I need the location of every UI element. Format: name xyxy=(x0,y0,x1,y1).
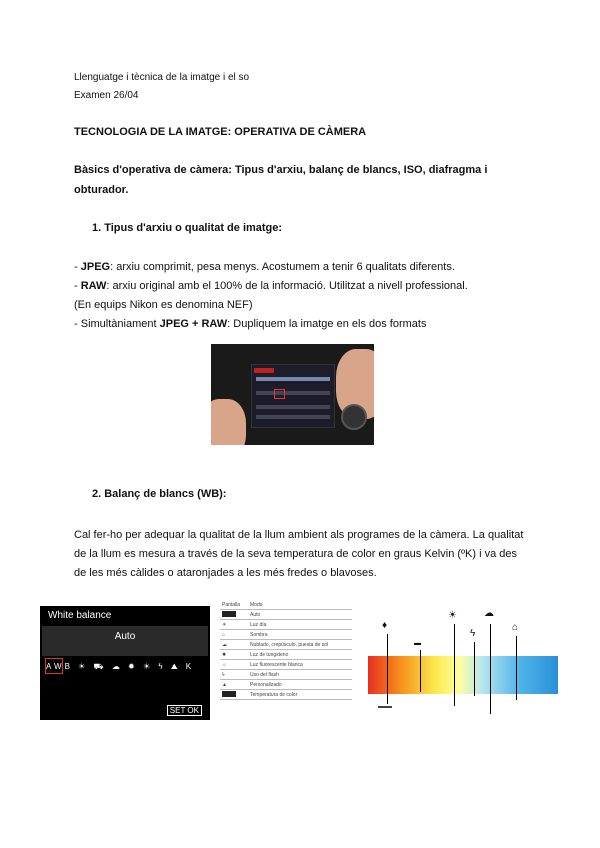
nef-note: (En equips Nikon es denomina NEF) xyxy=(74,299,253,311)
wb-mode-icons: AWB ☀ ⛟ ☁ ✹ ☀ ϟ ⛰ K xyxy=(46,662,195,671)
table-row: ☁ Nublado, crepúsculo, puesta de sol xyxy=(220,640,352,650)
fluorescent-icon: ☼ xyxy=(222,661,227,668)
camera-quality-photo xyxy=(211,344,374,445)
kelvin-icon xyxy=(222,691,236,697)
flash-icon: ϟ xyxy=(222,671,225,678)
intro-line-1: Bàsics d'operativa de càmera: Tipus d'arxiu, balanç de blancs, ISO, diafragma i xyxy=(74,164,488,176)
course-name: Llenguatge i tècnica de la imatge i el so xyxy=(74,72,250,83)
sun-icon: ☀ xyxy=(448,610,457,621)
intro-line-2: obturador. xyxy=(74,184,129,196)
wb-para-line-3: de les més càlides o ataronjades a les més fredes o blavoses. xyxy=(74,567,377,579)
table-row: ✹ Luz de tungsteno xyxy=(220,650,352,660)
flash-icon: ϟ xyxy=(470,628,476,639)
section-2-heading: 2. Balanç de blancs (WB): xyxy=(92,488,227,500)
wb-para-line-1: Cal fer-ho per adequar la qualitat de la llum ambient als programes de la càmera. La qualitat xyxy=(74,529,524,541)
sun-icon: ☀ xyxy=(222,621,227,628)
page-title: TECNOLOGIA DE LA IMATGE: OPERATIVA DE CÀMERA xyxy=(74,126,367,138)
color-temperature-scale xyxy=(366,602,560,712)
table-row: Temperatura de color xyxy=(220,690,352,700)
wb-modes-table xyxy=(220,600,352,718)
cloud-icon: ☁ xyxy=(484,608,494,619)
camera-lcd xyxy=(251,364,335,428)
camera-dial xyxy=(341,404,367,430)
wb-selected-mode: Auto xyxy=(114,631,136,642)
jpeg-raw-item: - Simultàniament JPEG + RAW: Dupliquem la imatge en els dos formats xyxy=(74,318,427,330)
shade-house-icon: ⌂ xyxy=(512,622,519,633)
table-row: Auto xyxy=(220,610,352,620)
set-ok-label: SET OK xyxy=(167,705,202,716)
wb-menu-title: White balance xyxy=(48,610,112,621)
awb-icon xyxy=(222,611,236,617)
exam-date: Examen 26/04 xyxy=(74,90,139,101)
quality-selector xyxy=(274,389,285,399)
section-1-heading: 1. Tipus d'arxiu o qualitat de imatge: xyxy=(92,222,283,234)
tungsten-icon: ✹ xyxy=(222,651,227,658)
shade-icon: ⌂ xyxy=(222,631,226,638)
color-gradient-bar xyxy=(368,656,558,694)
raw-item: - RAW: arxiu original amb el 100% de la informació. Utilitzat a nivell professional. xyxy=(74,280,468,292)
table-row: ⌂ Sombra xyxy=(220,630,352,640)
left-hand xyxy=(211,399,246,445)
table-row: ☀ Luz día xyxy=(220,620,352,630)
wb-menu-screenshot xyxy=(40,606,210,720)
table-row: ϟ Uso del flash xyxy=(220,670,352,680)
tungsten-bulb-icon: ▬ xyxy=(414,640,421,647)
custom-icon: ▲ xyxy=(222,681,227,688)
candle-icon: ♦ xyxy=(382,620,388,631)
cloud-icon: ☁ xyxy=(222,641,227,648)
table-header-display: Pantalla xyxy=(220,600,248,610)
wb-para-line-2: de la llum es mesura a través de la seva temperatura de color en graus Kelvin (ºK) i va des xyxy=(74,548,518,560)
jpeg-item: - JPEG: arxiu comprimit, pesa menys. Acostumem a tenir 6 qualitats diferents. xyxy=(74,261,455,273)
table-header-row xyxy=(220,600,352,610)
table-row: ▲ Personalizado xyxy=(220,680,352,690)
table-row: ☼ Luz fluorescente blanca xyxy=(220,660,352,670)
table-header-mode: Modo xyxy=(248,600,352,610)
